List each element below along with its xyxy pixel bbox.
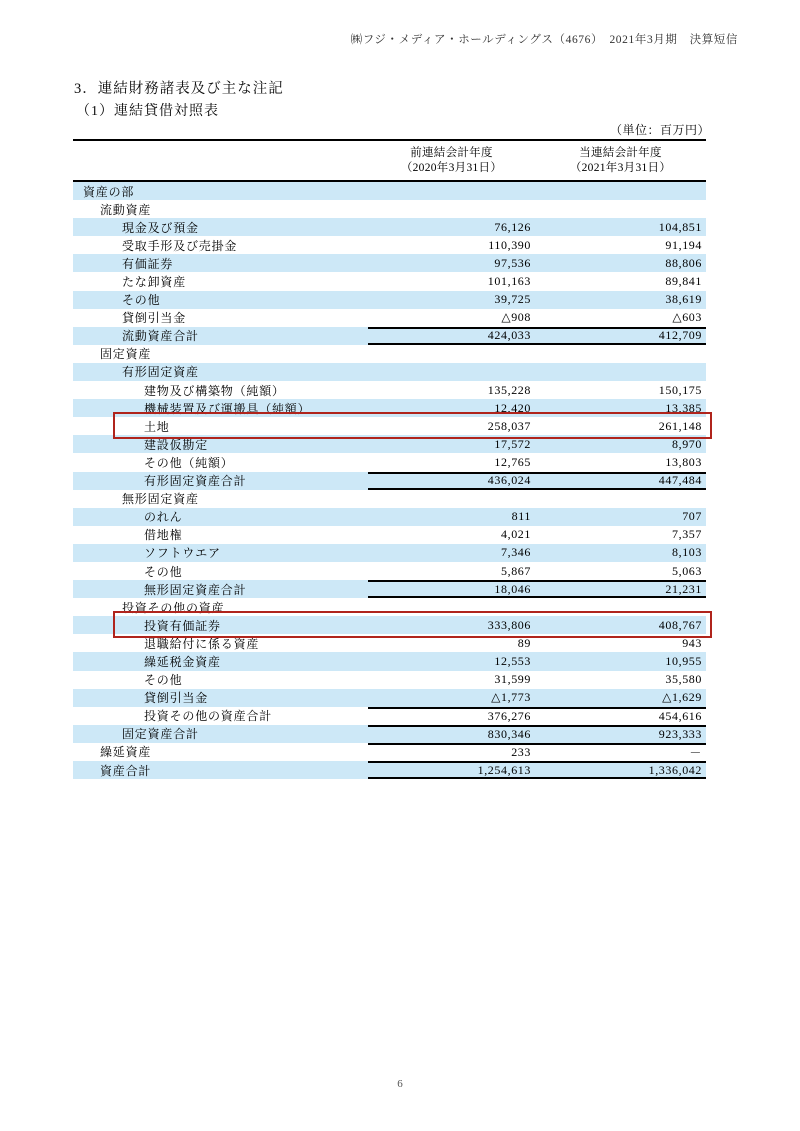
prev-value: 97,536 <box>494 255 531 270</box>
unit-note: （単位：百万円） <box>609 123 710 137</box>
table-row <box>73 689 706 707</box>
prev-value: 110,390 <box>488 237 531 252</box>
table-row <box>73 598 706 616</box>
row-label: その他 <box>122 293 161 308</box>
row-label: 現金及び預金 <box>122 220 199 235</box>
prev-value: 12,765 <box>494 454 531 469</box>
prev-value <box>368 490 535 508</box>
table-row <box>73 218 706 236</box>
curr-value <box>535 598 706 616</box>
prev-value: 436,024 <box>368 472 535 490</box>
prev-value: 7,346 <box>501 545 531 560</box>
prev-value: 1,254,613 <box>368 761 535 779</box>
row-label: たな卸資産 <box>122 275 187 290</box>
row-label: 借地権 <box>144 528 183 543</box>
prev-value: 12,553 <box>494 653 531 668</box>
row-label: 繰延税金資産 <box>144 654 221 669</box>
table-row <box>73 254 706 272</box>
prev-value: 4,021 <box>501 527 531 542</box>
table-row <box>73 671 706 689</box>
row-label: 建設仮勘定 <box>144 437 209 452</box>
row-label: 流動資産 <box>100 202 152 217</box>
row-label: 繰延資産 <box>100 745 152 760</box>
row-label: 無形固定資産 <box>122 492 199 507</box>
table-row <box>73 508 706 526</box>
prev-value: 12,420 <box>494 400 531 415</box>
table-row <box>73 345 706 363</box>
prev-value: 39,725 <box>494 292 531 307</box>
row-label: 投資その他の資産合計 <box>144 709 273 724</box>
prev-value: 101,163 <box>487 274 531 289</box>
curr-value: 7,357 <box>672 527 702 542</box>
curr-value: 10,955 <box>665 653 702 668</box>
row-label: その他 <box>144 673 183 688</box>
row-label: 貸倒引当金 <box>144 691 209 706</box>
row-label: 資産の部 <box>83 184 135 199</box>
table-row <box>73 272 706 290</box>
curr-value: 21,231 <box>535 580 706 598</box>
curr-value: 1,336,042 <box>535 761 706 779</box>
table-row <box>73 327 706 345</box>
column-label: 当連結会計年度 <box>579 146 662 159</box>
curr-value <box>535 182 706 200</box>
prev-value: 376,276 <box>368 707 535 725</box>
curr-value: 261,148 <box>658 418 702 433</box>
curr-value: 707 <box>682 509 702 524</box>
table-row <box>73 435 706 453</box>
table-row <box>73 634 706 652</box>
prev-value: 233 <box>368 743 535 761</box>
column-header-row <box>73 139 706 182</box>
curr-value: 412,709 <box>535 327 706 345</box>
curr-value <box>535 345 706 363</box>
table-row <box>73 417 706 435</box>
table-row <box>73 200 706 218</box>
row-label: 固定資産 <box>100 347 152 362</box>
row-label: 建物及び構築物（純額） <box>144 383 285 398</box>
prev-value <box>368 345 535 363</box>
prev-value: 333,806 <box>487 617 531 632</box>
curr-value: 13,385 <box>665 400 702 415</box>
row-label: 機械装置及び運搬具（純額） <box>144 401 311 416</box>
curr-value: 408,767 <box>658 617 702 632</box>
table-row <box>73 562 706 580</box>
curr-value: 89,841 <box>665 274 702 289</box>
column-sublabel: （2021年3月31日） <box>569 161 672 174</box>
row-label: その他 <box>144 564 183 579</box>
prev-value: 830,346 <box>368 725 535 743</box>
table-row <box>73 363 706 381</box>
table-row <box>73 399 706 417</box>
curr-value: 91,194 <box>665 237 702 252</box>
row-label: 貸倒引当金 <box>122 311 187 326</box>
row-label: 有形固定資産合計 <box>144 474 247 489</box>
curr-value: 150,175 <box>658 382 702 397</box>
curr-value: 13,803 <box>665 454 702 469</box>
curr-value: 8,970 <box>672 436 702 451</box>
row-label: 有価証券 <box>122 256 174 271</box>
table-row <box>73 182 706 200</box>
curr-value: 8,103 <box>672 545 702 560</box>
table-row <box>73 453 706 471</box>
page-number: 6 <box>397 1078 403 1090</box>
prev-value: 17,572 <box>494 436 531 451</box>
table-row <box>73 291 706 309</box>
curr-value: 923,333 <box>535 725 706 743</box>
row-label: 投資その他の資産 <box>122 600 225 615</box>
table-row <box>73 236 706 254</box>
row-label: 投資有価証券 <box>144 618 221 633</box>
curr-value: 35,580 <box>665 672 702 687</box>
row-label: のれん <box>144 510 183 525</box>
prev-value <box>368 182 535 200</box>
curr-value <box>535 363 706 381</box>
curr-value: △1,629 <box>662 690 702 705</box>
section-title: 3．連結財務諸表及び主な注記 <box>74 81 284 97</box>
row-label: 資産合計 <box>100 763 152 778</box>
row-label: 流動資産合計 <box>122 329 199 344</box>
balance-sheet-rows <box>73 182 706 779</box>
curr-value: － <box>535 743 706 761</box>
balance-sheet-table <box>73 139 706 779</box>
table-row <box>73 707 706 725</box>
curr-value: 104,851 <box>658 219 702 234</box>
prev-value: △1,773 <box>491 690 531 705</box>
table-row <box>73 652 706 670</box>
row-label: その他（純額） <box>144 455 234 470</box>
table-row <box>73 309 706 327</box>
table-row <box>73 526 706 544</box>
curr-value: △603 <box>672 310 702 325</box>
column-header-previous-fy <box>368 141 535 180</box>
curr-value: 38,619 <box>665 292 702 307</box>
prev-value: 811 <box>511 509 531 524</box>
curr-value: 454,616 <box>535 707 706 725</box>
column-label: 前連結会計年度 <box>410 146 493 159</box>
column-sublabel: （2020年3月31日） <box>400 161 503 174</box>
column-header-spacer <box>73 141 368 180</box>
curr-value: 447,484 <box>535 472 706 490</box>
row-label: 受取手形及び売掛金 <box>122 238 238 253</box>
prev-value <box>368 363 535 381</box>
table-row <box>73 381 706 399</box>
table-row <box>73 725 706 743</box>
row-label: 土地 <box>144 419 170 434</box>
curr-value <box>535 200 706 218</box>
table-row <box>73 472 706 490</box>
curr-value: 943 <box>682 635 702 650</box>
table-row <box>73 580 706 598</box>
curr-value: 5,063 <box>672 563 702 578</box>
prev-value: 31,599 <box>494 672 531 687</box>
curr-value: 88,806 <box>665 255 702 270</box>
subsection-title: （1）連結貸借対照表 <box>76 104 219 119</box>
column-header-current-fy <box>535 141 706 180</box>
table-row <box>73 743 706 761</box>
curr-value <box>535 490 706 508</box>
prev-value: 5,867 <box>501 563 531 578</box>
prev-value: 76,126 <box>494 219 531 234</box>
prev-value: 135,228 <box>487 382 531 397</box>
prev-value: 258,037 <box>487 418 531 433</box>
row-label: 固定資産合計 <box>122 727 199 742</box>
prev-value: 89 <box>517 635 531 650</box>
table-row <box>73 761 706 779</box>
row-label: 有形固定資産 <box>122 365 199 380</box>
prev-value <box>368 200 535 218</box>
prev-value: 18,046 <box>368 580 535 598</box>
table-row <box>73 544 706 562</box>
prev-value: 424,033 <box>368 327 535 345</box>
row-label: ソフトウエア <box>144 546 221 561</box>
table-row <box>73 616 706 634</box>
table-row <box>73 490 706 508</box>
document-header: ㈱フジ・メディア・ホールディングス（4676） 2021年3月期 決算短信 <box>350 34 738 46</box>
row-label: 無形固定資産合計 <box>144 582 247 597</box>
prev-value: △908 <box>501 310 531 325</box>
prev-value <box>368 598 535 616</box>
row-label: 退職給付に係る資産 <box>144 636 260 651</box>
